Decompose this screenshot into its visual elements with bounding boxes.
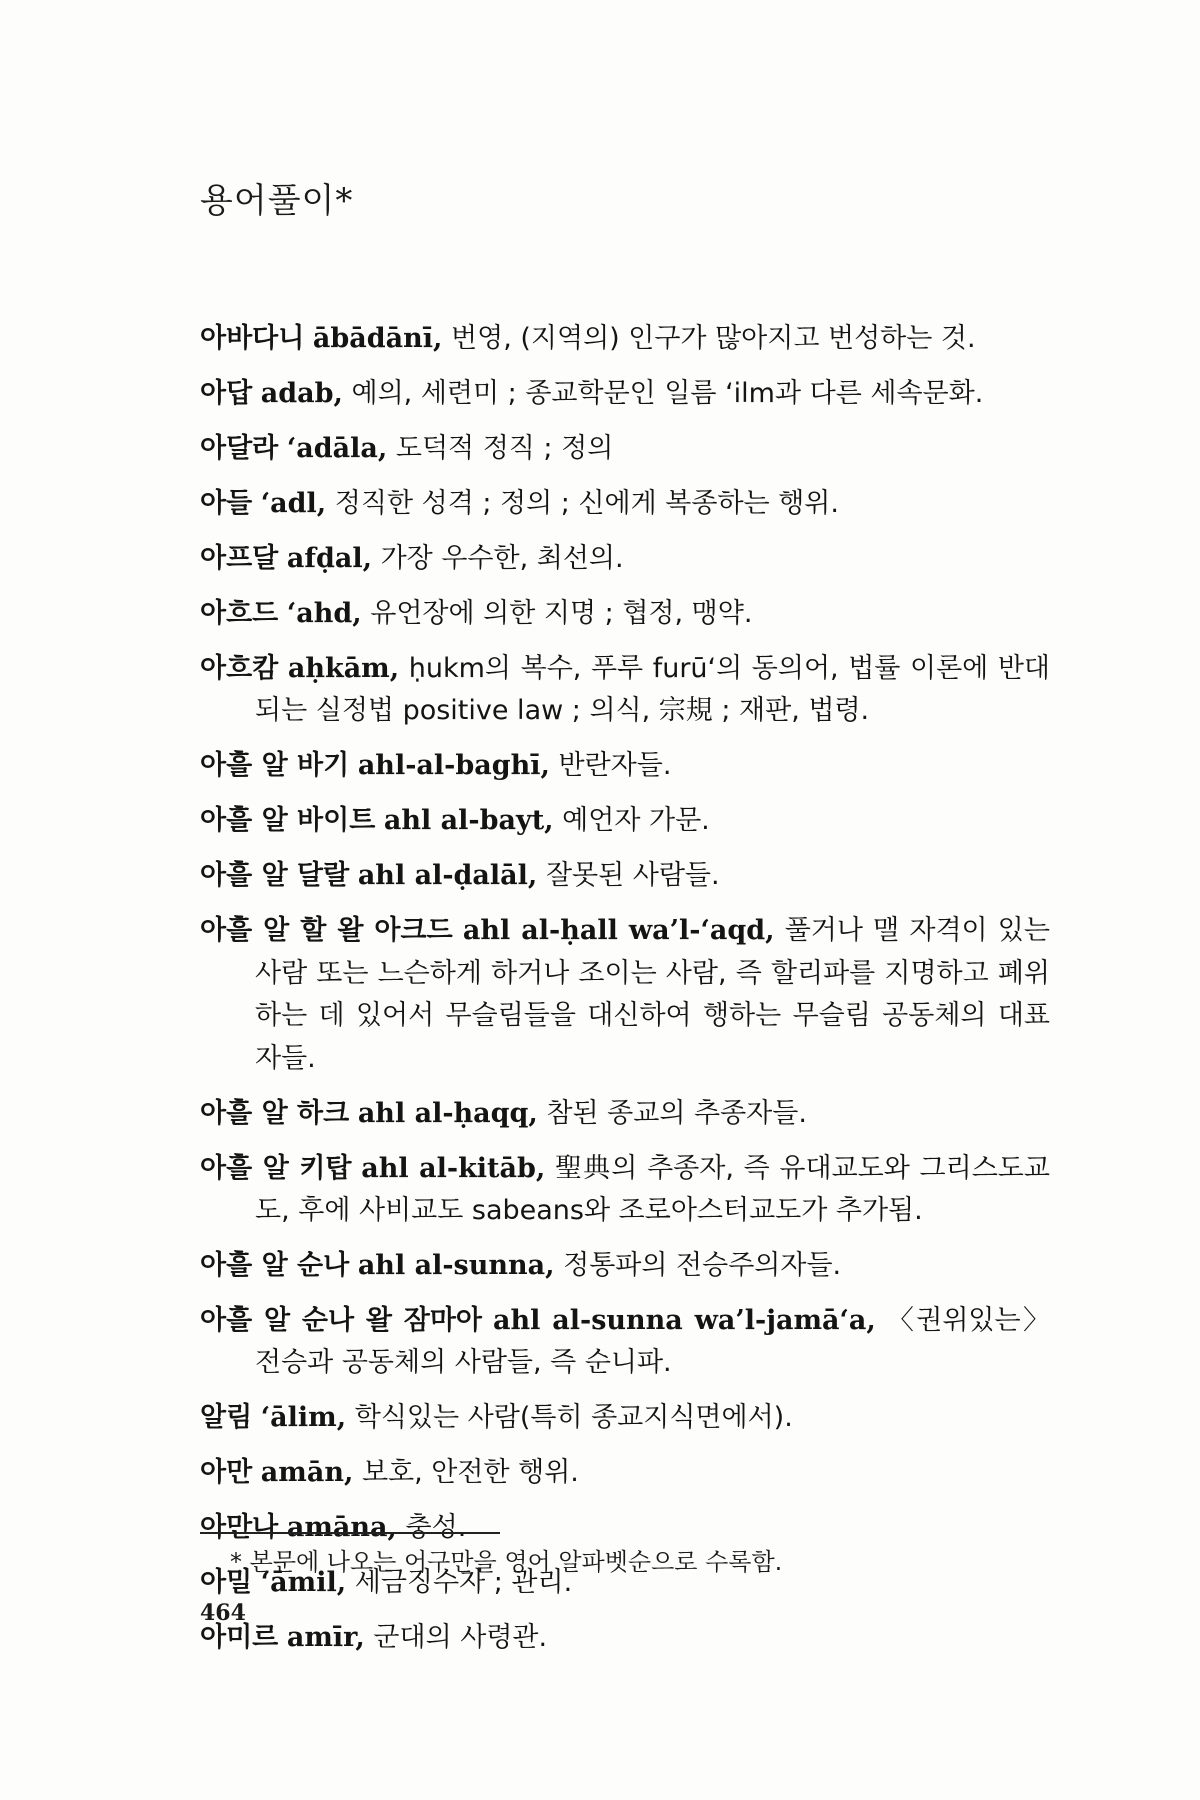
glossary-entry — [200, 1245, 1050, 1287]
term-definition: 번영, (지역의) 인구가 많아지고 번성하는 것. — [451, 323, 976, 354]
term-definition: 예의, 세련미 ; 종교학문인 일름 ‘ilm과 다른 세속문화. — [351, 378, 984, 409]
term-korean: 아미르 — [200, 1622, 279, 1654]
term-romanized: ‘āmil, — [260, 1567, 347, 1599]
term-definition: 가장 우수한, 최선의. — [380, 543, 624, 574]
term-korean: 아흘 알 하크 — [200, 1097, 350, 1129]
term-korean: 아흘 알 순나 — [200, 1250, 350, 1282]
glossary-entry — [200, 1300, 1050, 1385]
glossary-entry — [200, 1148, 1050, 1233]
page-number: 464 — [200, 1600, 246, 1626]
term-romanized: ahl al-kitāb, — [361, 1152, 546, 1184]
glossary-entry — [200, 745, 1050, 787]
term-definition: 참된 종교의 추종자들. — [546, 1097, 807, 1129]
term-definition: 예언자 가문. — [562, 805, 710, 837]
glossary-entry — [200, 800, 1050, 842]
term-definition: 정통파의 전승주의자들. — [563, 1250, 842, 1282]
glossary-entry — [200, 1397, 1050, 1439]
glossary-entry — [200, 1093, 1050, 1135]
term-korean: 아흐드 — [200, 598, 279, 629]
term-korean: 아흘 알 할 왈 아크드 — [200, 915, 453, 947]
term-korean: 아만나 — [200, 1512, 279, 1544]
glossary-entry — [200, 428, 1050, 470]
footnote: * 본문에 나오는 어구만을 영어 알파벳순으로 수록함. — [230, 1548, 783, 1576]
term-romanized: adab, — [260, 378, 343, 409]
term-korean: 아흘 알 달랄 — [200, 860, 350, 892]
term-romanized: ahl al-ḥall wa’l-‘aqd, — [462, 915, 775, 947]
term-korean: 알림 — [200, 1402, 253, 1434]
term-romanized: ahl-al-baghī, — [357, 750, 550, 782]
term-korean: 아들 — [200, 488, 253, 519]
term-romanized: ahl al-bayt, — [383, 805, 554, 837]
term-romanized: aḥkām, — [287, 653, 400, 684]
term-definition: 聖典의 추종자, 즉 유대교도와 그리스도교도, 후에 사비교도 sabeans와 조로아스터교도가 추가됨. — [255, 1152, 1050, 1227]
glossary-entry — [200, 483, 1050, 525]
glossary-entry — [200, 538, 1050, 580]
term-definition: 풀거나 맬 자격이 있는 사람 또는 느슨하게 하거나 조이는 사람, 즉 할리파를 지명하고 폐위하는 데 있어서 무슬림들을 대신하여 행하는 무슬림 공동체의 대표자들. — [255, 915, 1050, 1074]
term-korean: 아프달 — [200, 543, 279, 574]
term-definition: 도덕적 정직 ; 정의 — [395, 433, 614, 464]
term-romanized: ‘ahd, — [286, 598, 362, 629]
term-romanized: ahl al-ḍalāl, — [357, 860, 538, 892]
glossary-entry — [200, 855, 1050, 897]
term-korean: 아흘 알 키탑 — [200, 1152, 352, 1184]
glossary-entry — [200, 593, 1050, 635]
glossary-entry — [200, 318, 1050, 360]
term-definition: ḥukm의 복수, 푸루 furū‘의 동의어, 법률 이론에 반대되는 실정법 positive law ; 의식, 宗規 ; 재판, 법령. — [255, 653, 1050, 727]
term-definition: 군대의 사령관. — [373, 1622, 548, 1654]
term-romanized: ‘adāla, — [286, 433, 388, 464]
term-definition: 잘못된 사람들. — [545, 860, 720, 892]
term-definition: 세금징수자 ; 관리. — [354, 1567, 573, 1599]
term-romanized: afḍal, — [286, 543, 372, 574]
term-korean: 아답 — [200, 378, 253, 409]
term-definition: 정직한 성격 ; 정의 ; 신에게 복종하는 행위. — [334, 488, 839, 519]
glossary-entry — [200, 910, 1050, 1080]
term-romanized: amīr, — [286, 1622, 365, 1654]
term-romanized: ‘ālim, — [260, 1402, 347, 1434]
term-definition: 유언장에 의한 지명 ; 협정, 맹약. — [370, 598, 753, 629]
term-definition: 〈권위있는〉 전승과 공동체의 사람들, 즉 순니파. — [255, 1305, 1051, 1379]
glossary-entry — [200, 648, 1050, 733]
term-korean: 아흘 알 바기 — [200, 750, 350, 782]
term-romanized: amān, — [260, 1457, 354, 1489]
term-korean: 아만 — [200, 1457, 253, 1489]
term-romanized: ahl al-sunna, — [357, 1250, 555, 1282]
term-romanized: ābādānī, — [312, 323, 443, 354]
term-romanized: ahl al-sunna wa’l-jamā‘a, — [493, 1305, 876, 1337]
term-korean: 아밀 — [200, 1567, 253, 1599]
term-definition: 반란자들. — [558, 750, 672, 782]
term-korean: 아흘 알 바이트 — [200, 805, 376, 837]
term-korean: 아흘 알 순나 왈 잠마아 — [200, 1305, 483, 1337]
glossary-list — [200, 318, 1050, 1672]
glossary-entry — [200, 1617, 1050, 1659]
term-romanized: amāna, — [286, 1512, 397, 1544]
term-korean: 아흐캄 — [200, 653, 279, 684]
term-definition: 학식있는 사람(특히 종교지식면에서). — [354, 1402, 793, 1434]
term-romanized: ‘adl, — [260, 488, 327, 519]
term-korean: 아달라 — [200, 433, 279, 464]
glossary-entry — [200, 1452, 1050, 1494]
term-korean: 아바다니 — [200, 323, 305, 354]
page-title: 용어풀이* — [200, 180, 354, 221]
term-definition: 보호, 안전한 행위. — [361, 1457, 579, 1489]
term-definition: 충성. — [405, 1512, 467, 1544]
term-romanized: ahl al-ḥaqq, — [357, 1097, 538, 1129]
footnote-divider — [200, 1532, 500, 1534]
glossary-entry — [200, 373, 1050, 415]
